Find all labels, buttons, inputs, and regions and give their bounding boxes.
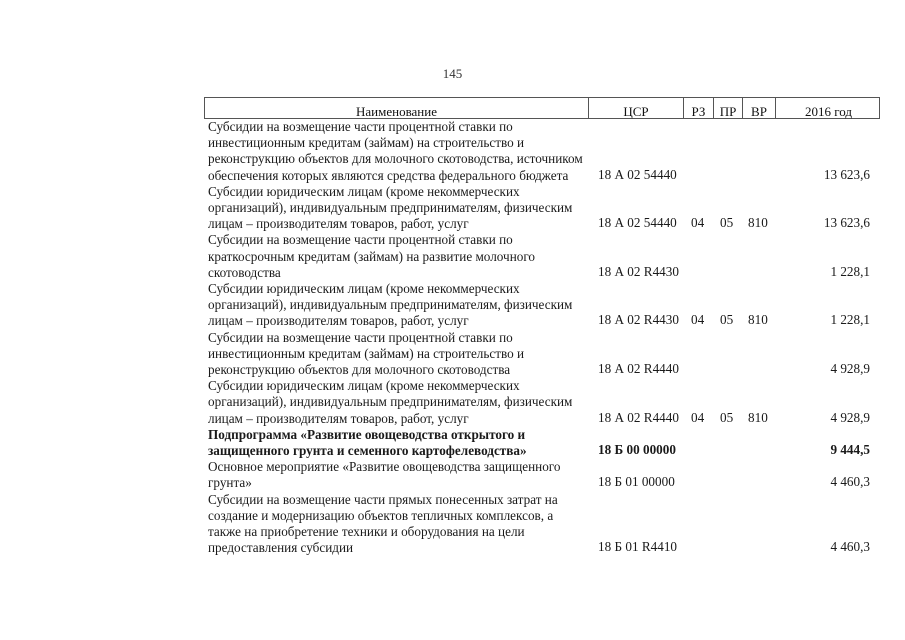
header-rz: РЗ — [684, 98, 714, 118]
row-name: Субсидии юридическим лицам (кроме некоммерческих организаций), индивидуальным предпринимателям, физическим лицам – производителям товаров, работ, услуг — [208, 378, 573, 426]
row-value: 13 623,6 — [823, 215, 870, 231]
row-rz: 04 — [691, 409, 705, 425]
table-row — [0, 184, 905, 233]
row-csr: 18 А 02 R4440 — [598, 409, 679, 425]
row-name: Субсидии юридическим лицам (кроме некоммерческих организаций), индивидуальным предпринимателям, физическим лицам – производителям товаров, работ, услуг — [208, 280, 573, 329]
row-csr: 18 А 02 R4430 — [598, 312, 679, 328]
table-row — [0, 281, 905, 330]
row-vr: 810 — [748, 312, 768, 328]
table-body — [0, 119, 905, 556]
row-value: 9 444,5 — [830, 441, 870, 457]
row-csr: 18 А 02 R4430 — [598, 263, 679, 279]
row-name: Субсидии на возмещение части процентной ставки по инвестиционным кредитам (займам) на строительство и реконструкцию объектов для молочного скотоводства, источником обеспечения которых являются средства федерального бюджета — [208, 119, 583, 183]
table-row — [0, 232, 905, 281]
row-pr: 05 — [720, 409, 734, 425]
header-year: 2016 год — [805, 104, 852, 119]
row-csr: 18 А 02 54440 — [598, 215, 677, 231]
row-value: 4 460,3 — [830, 539, 870, 555]
header-vr: ВР — [743, 98, 776, 118]
row-csr: 18 Б 01 R4410 — [598, 539, 678, 555]
header-csr: ЦСР — [589, 98, 684, 118]
row-value: 1 228,1 — [830, 312, 870, 328]
row-value: 4 928,9 — [830, 360, 870, 376]
row-csr: 18 А 02 54440 — [598, 166, 677, 182]
row-csr: 18 Б 01 00000 — [598, 474, 675, 490]
table-row — [0, 492, 905, 557]
row-name: Основное мероприятие «Развитие овощеводства защищенного грунта» — [208, 459, 561, 491]
row-value: 13 623,6 — [823, 166, 870, 182]
row-name: Субсидии на возмещение части процентной ставки по краткосрочным кредитам (займам) на развитие молочного скотоводства — [208, 232, 536, 280]
table-row — [0, 427, 905, 459]
row-vr: 810 — [748, 215, 768, 231]
page-number: 145 — [442, 66, 463, 81]
row-name: Подпрограмма «Развитие овощеводства открытого и защищенного грунта и семенного картофелеводства» — [208, 426, 527, 458]
table-row — [0, 378, 905, 427]
table-row — [0, 330, 905, 379]
table-row — [0, 459, 905, 491]
row-name: Субсидии на возмещение части процентной ставки по инвестиционным кредитам (займам) на строительство и реконструкцию объектов для молочного скотоводства — [208, 329, 525, 377]
table-row — [0, 119, 905, 184]
row-value: 1 228,1 — [830, 263, 870, 279]
row-csr: 18 Б 00 00000 — [598, 441, 676, 457]
row-value: 4 460,3 — [830, 474, 870, 490]
row-pr: 05 — [720, 312, 734, 328]
header-name: Наименование — [205, 98, 589, 118]
row-pr: 05 — [720, 215, 734, 231]
table-header — [204, 97, 880, 119]
row-name: Субсидии юридическим лицам (кроме некоммерческих организаций), индивидуальным предпринимателям, физическим лицам – производителям товаров, работ, услуг — [208, 183, 573, 232]
header-pr: ПР — [714, 98, 743, 118]
row-rz: 04 — [691, 312, 705, 328]
row-csr: 18 А 02 R4440 — [598, 360, 679, 376]
row-vr: 810 — [748, 409, 768, 425]
row-rz: 04 — [691, 215, 705, 231]
row-value: 4 928,9 — [830, 409, 870, 425]
row-name: Субсидии на возмещение части прямых понесенных затрат на создание и модернизацию объектов тепличных комплексов, а также на приобретение техники и оборудования на цели предоставления субсидии — [208, 491, 558, 556]
